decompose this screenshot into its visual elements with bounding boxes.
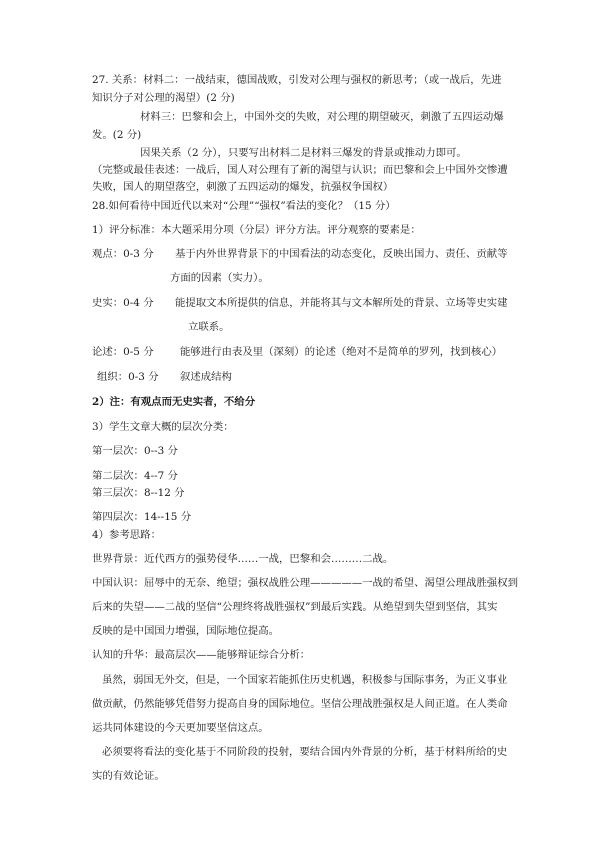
china-view-1: 中国认识：屈辱中的无奈、绝望；强权战胜公理—————一战的希望、渴望公理战胜强权到 [92,577,519,589]
para1-line2: 做贡献，仍然能够凭借努力提高自身的国际地位。坚信公理战胜强权是人间正道。在人类命 [92,698,508,710]
q28-section4: 4）参考思路： [92,529,161,541]
para1-line3: 运共同体建设的今天更加要坚信这点。 [92,722,269,734]
world-background: 世界背景：近代西方的强势侵华……一战，巴黎和会………二战。 [92,553,394,565]
level-3: 第三层次：8--12 分 [92,487,185,499]
view-text-1: 基于内外世界背景下的中国看法的动态变化，反映出国力、责任、贡献等 [175,248,508,260]
china-view-3: 反映的是中国国力增强，国际地位提高。 [92,625,280,637]
q28-question: 28.如何看待中国近代以来对“公理”“强权”看法的变化？（15 分） [92,200,396,212]
china-view-2: 后来的失望——二战的坚信“公理终将战胜强权”到最后实践。从绝望到失望到坚信，其实 [92,601,498,613]
sublimation-heading: 认知的升华：最高层次——能够辩证综合分析： [92,649,311,661]
fact-text-1: 能提取文本所提供的信息，并能将其与文本解所处的背景、立场等史实建 [175,297,508,309]
org-text: 叙述成结构 [180,371,232,383]
level-1: 第一层次：0--3 分 [92,445,178,457]
para2-line1: 必须要将看法的变化基于不同阶段的投射，要结合国内外背景的分析，基于材料所给的史 [102,746,508,758]
q27-line5: 因果关系（2 分），只要写出材料二是材料三爆发的背景或推动力即可。 [140,147,467,159]
q28-section3: 3）学生文章大概的层次分类： [92,421,234,433]
q27-line6: （完整或最佳表述：一战后，国人对公理有了新的渴望与认识；而巴黎和会上中国外交惨遭 [92,164,508,176]
note-bold: 2）注：有观点而无史实者，不给分 [92,396,256,408]
level-2: 第二层次：4--7 分 [92,470,178,482]
para1-line1: 虽然，弱国无外交，但是，一个国家若能抓住历史机遇，积极参与国际事务，为正义事业 [102,674,508,686]
argue-label: 论述：0-5 分 [92,346,154,358]
org-label: 组织：0-3 分 [97,371,159,383]
q27-line7: 失败，国人的期望落空，刺激了五四运动的爆发，抗强权争国权） [92,181,394,193]
fact-text-2: 立联系。 [188,321,230,333]
q28-section1: 1）评分标准：本大题采用分项（分层）评分方法。评分观察的要素是： [92,224,421,236]
view-text-2: 方面的因素（实力）。 [170,272,269,284]
para2-line2: 实的有效论证。 [92,770,165,782]
q27-line4: 发。(2 分) [92,129,142,141]
q27-line1: 27. 关系：材料二：一战结束，德国战败，引发对公理与强权的新思考；（或一战后，先进 [92,74,502,86]
view-label: 观点：0-3 分 [92,248,154,260]
q27-line2: 知识分子对公理的渴望）(2 分) [92,92,235,104]
q27-line3: 材料三：巴黎和会上，中国外交的失败，对公理的期望破灭，刺激了五四运动爆 [140,111,504,123]
level-4: 第四层次：14--15 分 [92,511,192,523]
argue-text: 能够进行由表及里（深刻）的论述（绝对不是简单的罗列，找到核心） [180,346,503,358]
fact-label: 史实：0-4 分 [92,297,154,309]
